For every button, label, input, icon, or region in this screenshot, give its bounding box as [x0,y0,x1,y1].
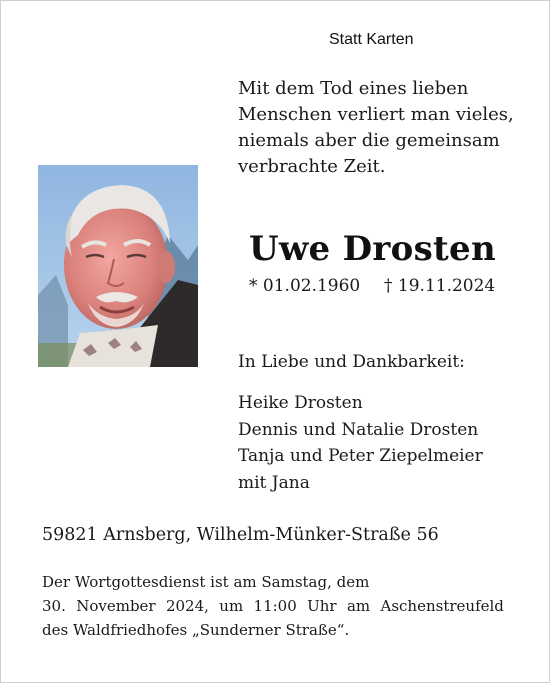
service-word: 11:00 [253,597,297,615]
service-word: um [219,597,244,615]
death-date: † 19.11.2024 [384,276,496,296]
birth-date: * 01.02.1960 [249,276,361,296]
mourners-intro: In Liebe und Dankbarkeit: [238,352,465,372]
quote-line: Mit dem Tod eines lieben [238,78,469,99]
mourner-name: Dennis und Natalie Drosten [238,419,479,440]
mourner-name: Heike Drosten [238,393,363,413]
mourner-name: Tanja und Peter Ziepelmeier [238,446,483,466]
notice-heading: Statt Karten [329,31,414,48]
service-line: des Waldfriedhofes „Sunderner Straße“. [42,621,350,639]
service-line-justified [42,594,504,618]
service-word: Uhr [307,597,337,615]
service-word: 30. [42,597,66,615]
service-word: 2024, [165,597,209,615]
family-address: 59821 Arnsberg, Wilhelm-Münker-Straße 56 [42,525,439,545]
funeral-service-info [42,570,510,642]
service-line: Der Wortgottesdienst ist am Samstag, dem [42,573,370,591]
portrait-illustration [38,165,198,367]
service-word: am [346,597,371,615]
mourners-list [238,390,483,496]
service-word: November [76,597,156,615]
quote-line: verbrachte Zeit. [238,156,386,177]
deceased-name: Uwe Drosten [249,229,496,269]
quote-line: Menschen verliert man vieles, [238,104,514,125]
memorial-quote [238,76,538,180]
service-word: Aschenstreufeld [380,597,504,615]
quote-line: niemals aber die gemeinsam [238,130,500,151]
mourner-name: mit Jana [238,472,310,493]
portrait-photo [38,165,198,367]
